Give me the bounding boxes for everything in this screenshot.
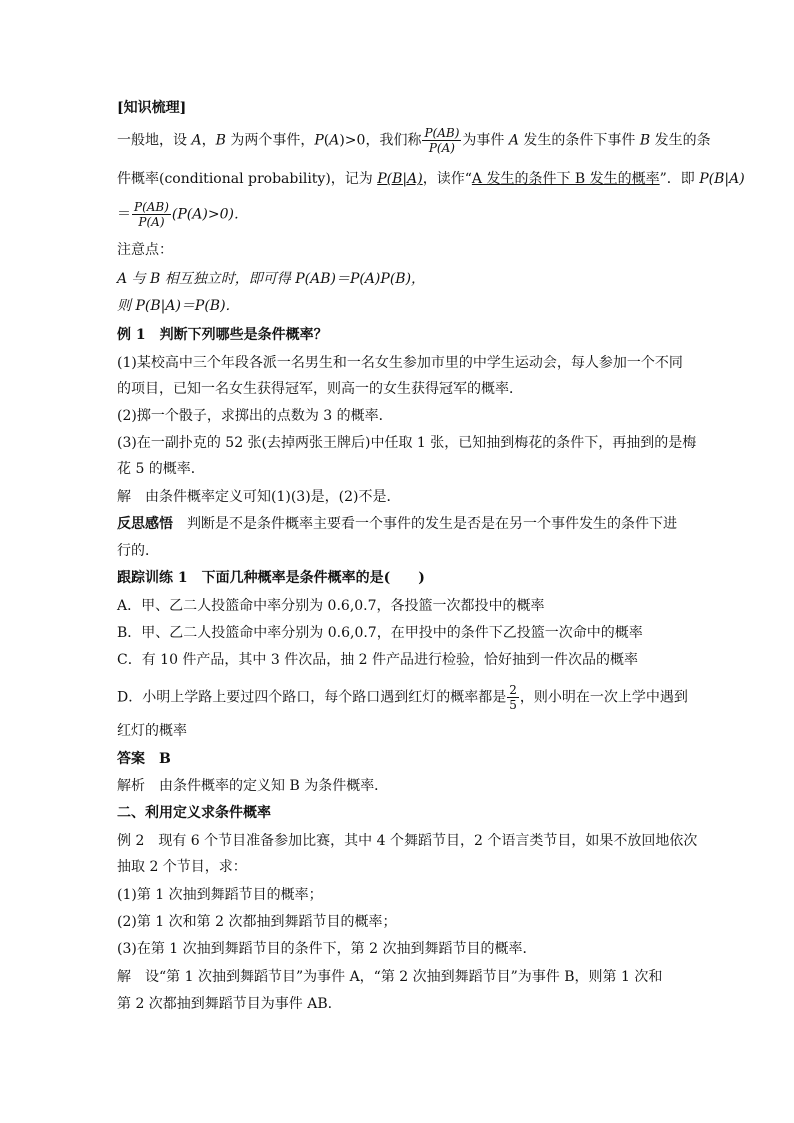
answer: 答案 B <box>117 751 171 767</box>
def-text: )>0，我们称 <box>339 132 422 149</box>
def-text: ”．即 <box>659 171 700 187</box>
reflection-line-1 <box>117 515 677 533</box>
option-d <box>117 683 688 712</box>
def-text: ，读作“ <box>422 171 472 187</box>
option-a: A．甲、乙二人投篮命中率分别为 0.6,0.7，各投篮一次都投中的概率 <box>117 598 545 614</box>
example-1-q1-b: 的项目，已知一名女生获得冠军，则高一的女生获得冠军的概率． <box>117 381 523 397</box>
def-text: ( <box>323 132 330 149</box>
example-2-q1: (1)第 1 次抽到舞蹈节目的概率； <box>117 887 323 903</box>
note-1: A 与 B 相互独立时，即可得 P(AB)＝P(A)P(B)， <box>117 271 426 287</box>
definition-line-1 <box>117 126 711 155</box>
fraction-denominator: P(A) <box>428 141 455 155</box>
notation-pba: P(B|A) <box>377 171 423 187</box>
fraction-numerator: P(AB) <box>424 126 460 140</box>
example-1-q3-a: (3)在一副扑克的 52 张(去掉两张王牌后)中任取 1 张，已知抽到梅花的条件下，再抽到的是梅 <box>117 435 697 451</box>
example-1-q2: (2)掷一个骰子，求掷出的点数为 3 的概率． <box>117 408 393 424</box>
def-var-a: A <box>508 132 519 149</box>
conditional-probability-fraction <box>132 200 171 229</box>
fraction-numerator: P(AB) <box>134 200 169 214</box>
example-2-solution-2: 第 2 次都抽到舞蹈节目为事件 AB. <box>117 996 333 1012</box>
def-var-b: B <box>639 132 651 149</box>
definition-line-3 <box>117 200 248 229</box>
conditional-probability-fraction <box>422 126 461 155</box>
reflection-line-2: 行的． <box>117 543 159 559</box>
fraction-denominator: P(A) <box>138 215 165 229</box>
example-2-line-1: 例 2 现有 6 个节目准备参加比赛，其中 4 个舞蹈节目，2 个语言类节目，如果不放回地依次 <box>117 833 698 849</box>
example-2-q3: (3)在第 1 次抽到舞蹈节目的条件下，第 2 次抽到舞蹈节目的概率． <box>117 941 537 957</box>
def-text: 为事件 <box>462 132 509 149</box>
note-2: 则 P(B|A)＝P(B)． <box>117 298 240 314</box>
example-2-line-2: 抽取 2 个节目，求： <box>117 859 247 875</box>
fraction-denominator: 5 <box>509 698 517 712</box>
def-var-a: A <box>191 132 202 149</box>
def-p: P <box>314 132 324 149</box>
section-heading-knowledge: [知识梳理] <box>117 100 187 116</box>
analysis: 解析 由条件概率的定义知 B 为条件概率． <box>117 778 389 794</box>
def-text: 一般地，设 <box>117 132 192 149</box>
def-text: ， <box>201 132 216 149</box>
two-fifths-fraction <box>507 683 519 712</box>
reflection-text: 判断是不是条件概率主要看一个事件的发生是否是在另一个事件发生的条件下进 <box>187 516 677 532</box>
def-text: 为两个事件， <box>225 132 315 149</box>
section-2-title: 二、利用定义求条件概率 <box>117 805 271 821</box>
example-2-solution-1: 解 设“第 1 次抽到舞蹈节目”为事件 A，“第 2 次抽到舞蹈节目”为事件 B，则第 1 次和 <box>117 969 663 985</box>
example-1-title: 例 1 判断下列哪些是条件概率？ <box>117 327 328 343</box>
option-d-text: D．小明上学路上要过四个路口，每个路口遇到红灯的概率都是 <box>117 689 507 706</box>
def-text: 件概率(conditional probability)，记为 <box>117 171 378 187</box>
def-text: 发生的条 <box>650 132 711 149</box>
definition-line-2 <box>117 170 745 188</box>
notes-title: 注意点： <box>117 242 173 258</box>
option-c: C．有 10 件产品，其中 3 件次品，抽 2 件产品进行检验，恰好抽到一件次品的概率 <box>117 652 639 668</box>
example-1-solution: 解 由条件概率定义可知(1)(3)是，(2)不是． <box>117 489 401 505</box>
option-d-continued: 红灯的概率 <box>117 723 187 739</box>
def-var-a: A <box>329 132 340 149</box>
fraction-numerator: 2 <box>509 683 517 697</box>
condition-tail: (P(A)>0)． <box>171 206 248 223</box>
training-1-title: 跟踪训练 1 下面几种概率是条件概率的是( ) <box>117 570 425 586</box>
example-1-q1-a: (1)某校高中三个年段各派一名男生和一名女生参加市里的中学生运动会，每人参加一个不同 <box>117 355 683 371</box>
def-var-b: B <box>215 132 226 149</box>
reading-phrase: A 发生的条件下 B 发生的概率 <box>471 171 660 187</box>
example-1-q3-b: 花 5 的概率． <box>117 461 205 477</box>
def-text: 发生的条件下事件 <box>518 132 640 149</box>
equals-sign: ＝ <box>117 206 131 223</box>
option-d-text: ，则小明在一次上学中遇到 <box>519 689 688 706</box>
reflection-label: 反思感悟 <box>117 516 173 532</box>
example-2-q2: (2)第 1 次和第 2 次都抽到舞蹈节目的概率； <box>117 914 397 930</box>
option-b: B．甲、乙二人投篮命中率分别为 0.6,0.7，在甲投中的条件下乙投篮一次命中的概率 <box>117 625 643 641</box>
notation-pba: P(B|A) <box>699 171 745 187</box>
